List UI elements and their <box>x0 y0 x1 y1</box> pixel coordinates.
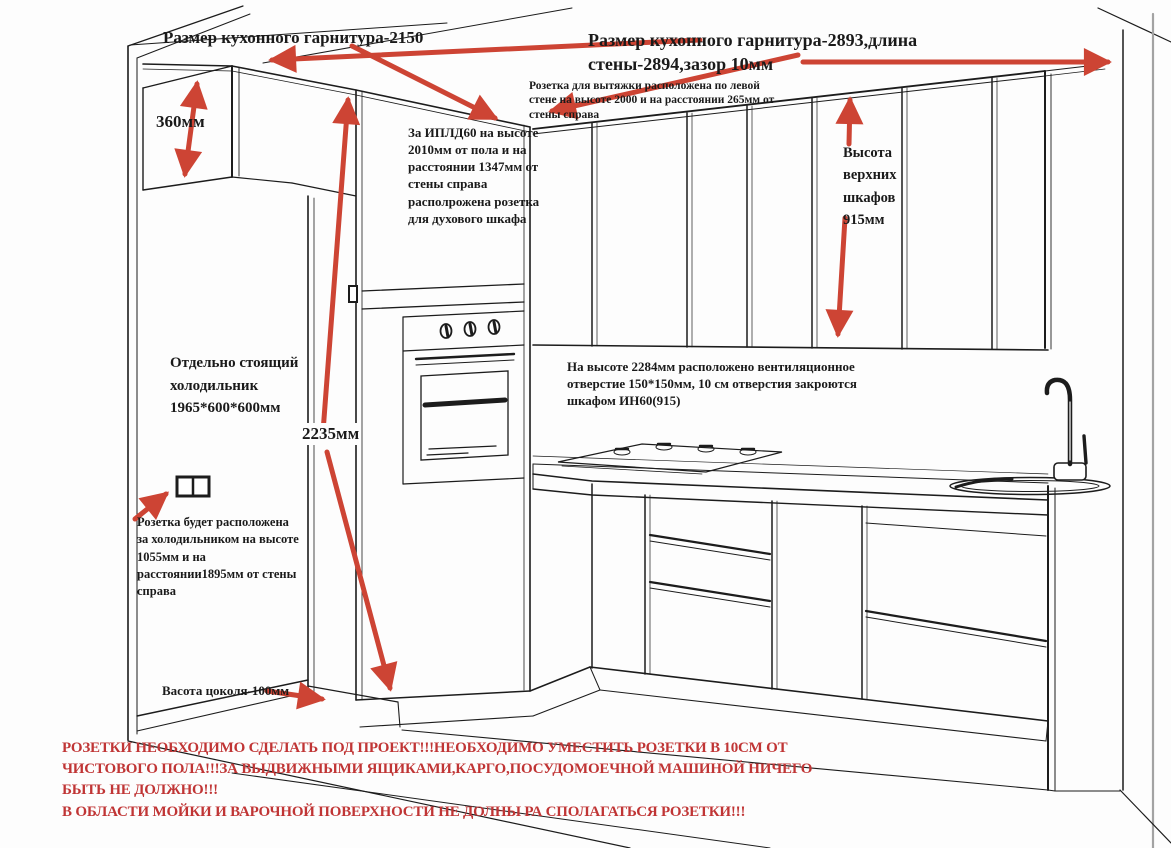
countertop <box>533 456 1048 515</box>
oven-door-handle <box>416 354 514 359</box>
oven-knobs <box>441 320 500 338</box>
fridge-column <box>137 196 398 731</box>
oven-shelf <box>425 400 505 405</box>
fridge-socket-note: Розетка будет расположена за холодильником на высоте 1055мм и на расстоянии1895мм от стены справа <box>137 515 299 598</box>
vent-note: На высоте 2284мм расположено вентиляционное отверстие 150*150мм, 10 см отверстия закроются шкафом ИН60(915) <box>567 359 857 409</box>
fridge-note: Отдельно стоящий холодильник 1965*600*600мм <box>170 355 299 416</box>
upper-cabinets-height-note: Высота верхних шкафов 915мм <box>843 145 897 229</box>
right-run-dimension-title: Размер кухонного гарнитура-2893,длина стены-2894,зазор 10мм <box>588 30 918 75</box>
wide-drawers <box>866 523 1046 647</box>
warning-line-2: ЧИСТОВОГО ПОЛА!!!ЗА ВЫДВИЖНЫМИ ЯЩИКАМИ,КАРГО,ПОСУДОМОЕЧНОЙ МАШИНОЙ НИЧЕГО <box>62 761 813 777</box>
plinth-height-note: Васота цоколя-100мм <box>162 683 290 698</box>
faucet-lever <box>1084 436 1086 463</box>
tall-unit-height-label: 2235мм <box>302 423 359 445</box>
tall-unit-door-handle <box>349 286 357 302</box>
oven-socket-note: За ИПЛД60 на высоте 2010мм от пола и на расстоянии 1347мм от стены справа располрожена розетка для духового шкафа <box>408 125 540 226</box>
drawer-stack <box>650 535 770 607</box>
arrow-uppers-height-top <box>849 100 850 144</box>
arrow-left-run-right-end <box>352 46 495 118</box>
hood-socket-note: Розетка для вытяжки расположена по левой стене на высоте 2000 и на расстоянии 265мм от стены справа <box>529 80 775 121</box>
left-run-dimension-title: Размер кухонного гарнитура-2150 <box>163 28 424 47</box>
built-in-oven <box>403 311 524 484</box>
arrow-tall-height-top <box>323 100 348 432</box>
warning-line-4: В ОБЛАСТИ МОЙКИ И ВАРОЧНОЙ ПОВЕРХНОСТИ НЕ ДОЛНЫ РА СПОЛАГАТЬСЯ РОЗЕТКИ!!! <box>62 804 746 820</box>
sink <box>950 478 1110 495</box>
wall-cabinet-height-label: 360мм <box>156 112 205 131</box>
warning-line-1: РОЗЕТКИ НЕОБХОДИМО СДЕЛАТЬ ПОД ПРОЕКТ!!!НЕОБХОДИМО УМЕСТИТЬ РОЗЕТКИ В 10СМ ОТ <box>62 740 788 756</box>
power-socket-icon <box>177 477 209 496</box>
right-wall <box>1055 8 1171 848</box>
arrow-tall-height-bottom <box>327 452 390 688</box>
warning-line-3: БЫТЬ НЕ ДОЛЖНО!!! <box>62 782 218 798</box>
cooktop <box>558 444 782 474</box>
faucet <box>1047 380 1086 480</box>
arrow-uppers-height-bottom <box>838 218 845 334</box>
